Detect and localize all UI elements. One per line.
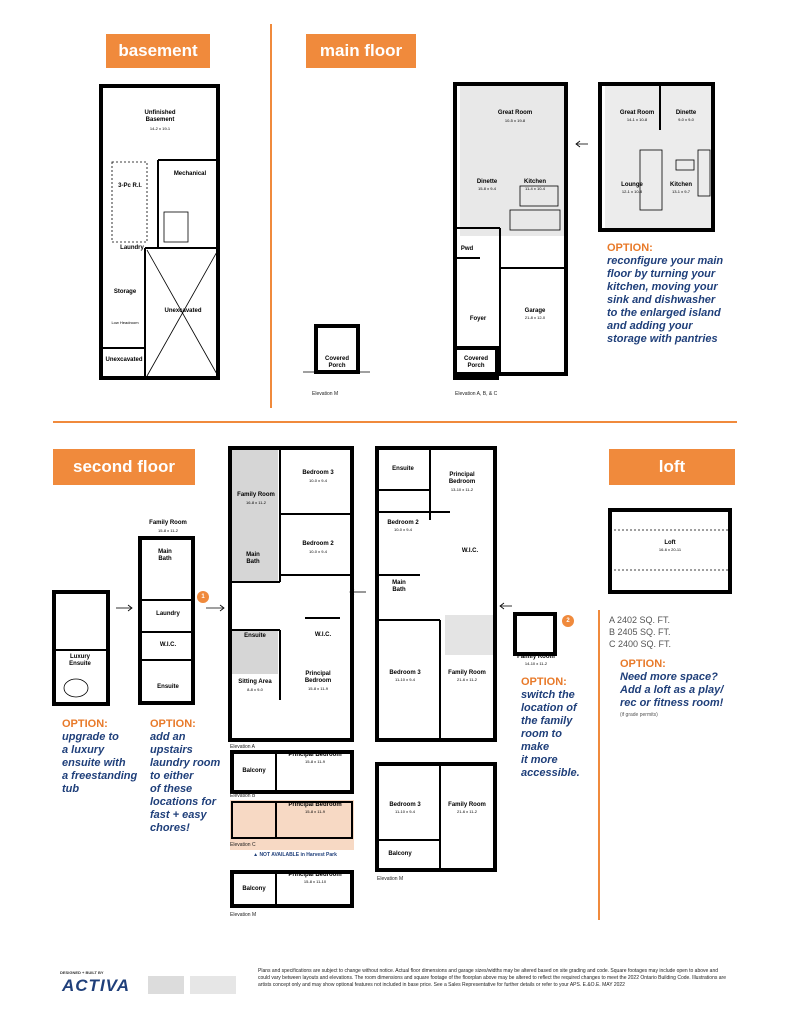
alt-kitchen-label: Kitchen bbox=[669, 182, 692, 188]
right-main-bath-label: Main Bath bbox=[392, 580, 406, 593]
alt-lounge-label: Lounge bbox=[621, 182, 643, 188]
option-loft bbox=[620, 658, 770, 718]
partner-logo-2 bbox=[190, 976, 236, 994]
option-family-head: OPTION: bbox=[521, 676, 567, 688]
option-family-body: switch the location of the family room to make it more accessible. bbox=[521, 689, 580, 779]
family-room-dim: 16-8 x 11-2 bbox=[246, 500, 266, 505]
sqft-a: A 2402 SQ. FT. bbox=[609, 615, 671, 625]
principal-c-dim: 15-8 x 11-9 bbox=[305, 809, 325, 814]
principal-m-label: Principal Bedroom bbox=[288, 872, 342, 878]
main-porch-label: Covered Porch bbox=[463, 356, 488, 369]
main-floor-tag: main floor bbox=[306, 34, 416, 68]
right-bedroom2-dim: 10-0 x 9-4 bbox=[393, 527, 412, 532]
main-foyer-label: Foyer bbox=[469, 316, 487, 322]
basement-low-headroom-label: Low Headroom bbox=[111, 320, 139, 325]
principal-c-label: Principal Bedroom bbox=[288, 802, 342, 808]
principal-dim: 15-8 x 11-9 bbox=[308, 686, 328, 691]
right-m-balcony-label: Balcony bbox=[388, 851, 412, 857]
main-garage-label: Garage bbox=[524, 308, 546, 314]
loft-tag: loft bbox=[609, 449, 735, 485]
main-dinette-label: Dinette bbox=[476, 179, 498, 185]
basement-roughin-label: 3-Pc R.I. bbox=[118, 183, 142, 189]
laundry-label: Laundry bbox=[156, 611, 180, 617]
bedroom2-dim: 10-0 x 9-4 bbox=[308, 549, 327, 554]
designed-by-label: DESIGNED + BUILT BY bbox=[60, 970, 104, 975]
small-family-dim: 14-10 x 11-2 bbox=[524, 661, 548, 666]
main-dinette-dim: 15-8 x 9-4 bbox=[477, 186, 496, 191]
principal-label: Principal Bedroom bbox=[304, 671, 332, 684]
small-family-label: Family Room bbox=[517, 654, 555, 660]
luxury-ensuite-label: Luxury Ensuite bbox=[69, 654, 91, 667]
option-laundry bbox=[150, 718, 230, 835]
right-m-family-dim: 21-6 x 11-2 bbox=[457, 809, 477, 814]
partner-logo-1 bbox=[148, 976, 184, 994]
option-loft-body: Need more space? Add a loft as a play/ rec or fitness room! bbox=[620, 671, 724, 709]
mini-wic-label: W.I.C. bbox=[159, 642, 177, 648]
main-great-room-label: Great Room bbox=[497, 110, 533, 116]
right-ensuite-label: Ensuite bbox=[392, 466, 414, 472]
principal-b-label: Principal Bedroom bbox=[288, 752, 342, 758]
mini-main-bath-label: Main Bath bbox=[158, 549, 172, 562]
not-available-note: ▲ NOT AVAILABLE in Harvest Park bbox=[253, 852, 337, 858]
basement-unexcavated2-label: Unexcavated bbox=[105, 357, 143, 363]
basement-tag: basement bbox=[106, 34, 210, 68]
wic-label: W.I.C. bbox=[314, 632, 332, 638]
option-loft-note: (if grade permits) bbox=[620, 712, 658, 718]
elev-c-label: Elevation C bbox=[230, 842, 256, 848]
right-principal-label: Principal Bedroom bbox=[448, 472, 476, 485]
family-room-label: Family Room bbox=[237, 492, 275, 498]
sitting-area-label: Sitting Area bbox=[238, 679, 272, 685]
option-main-body: reconfigure your main floor by turning your kitchen, moving your sink and dishwasher to the enlarged island and adding your storage with pantries bbox=[607, 255, 724, 345]
principal-m-dim: 15-8 x 11-10 bbox=[303, 879, 327, 884]
right-m-bedroom3-label: Bedroom 3 bbox=[389, 802, 421, 808]
bedroom2-label: Bedroom 2 bbox=[302, 541, 334, 547]
alt-kitchen-dim: 13-1 x 9-7 bbox=[671, 189, 690, 194]
second-floor-tag: second floor bbox=[53, 449, 195, 485]
main-porch-m-label: Covered Porch bbox=[324, 356, 349, 369]
sqft-b: B 2405 SQ. FT. bbox=[609, 627, 671, 637]
main-garage-dim: 21-8 x 12-0 bbox=[524, 315, 546, 320]
activa-logo: ACTIVA bbox=[62, 976, 131, 995]
right-bedroom3-label: Bedroom 3 bbox=[389, 670, 421, 676]
mini-family-label: Family Room bbox=[149, 520, 187, 526]
elev-a-label: Elevation A bbox=[230, 744, 256, 750]
option-main-head: OPTION: bbox=[607, 242, 653, 254]
main-kitchen-label: Kitchen bbox=[523, 179, 546, 185]
basement-unfinished-dim: 14-2 x 19-1 bbox=[149, 126, 171, 131]
alt-great-room-dim: 14-1 x 10-8 bbox=[626, 117, 648, 122]
alt-great-room-label: Great Room bbox=[619, 110, 655, 116]
basement-unfinished-label: Unfinished Basement bbox=[144, 110, 176, 123]
loft-dim: 16-6 x 20-11 bbox=[658, 547, 682, 552]
option-ensuite-body: upgrade to a luxury ensuite with a freestanding tub bbox=[62, 731, 138, 795]
main-great-room-dim: 10-5 x 19-8 bbox=[504, 118, 526, 123]
balcony-b-label: Balcony bbox=[242, 768, 266, 774]
alt-dinette-dim: 9-0 x 9-0 bbox=[678, 117, 694, 122]
marker-2: 2 bbox=[566, 618, 570, 624]
right-m-bedroom3-dim: 11-10 x 9-4 bbox=[395, 809, 415, 814]
elev-b-label: Elevation B bbox=[230, 793, 256, 799]
main-pwd-label: Pwd bbox=[460, 246, 474, 252]
ensuite-label: Ensuite bbox=[244, 633, 266, 639]
right-elev-m-label: Elevation M bbox=[377, 876, 404, 882]
sqft-c: C 2400 SQ. FT. bbox=[609, 639, 672, 649]
basement-storage-label: Storage bbox=[113, 289, 137, 295]
marker-1: 1 bbox=[201, 594, 205, 600]
mini-family-dim: 15-8 x 11-2 bbox=[158, 528, 178, 533]
main-bath-label: Main Bath bbox=[246, 552, 260, 565]
option-family bbox=[521, 676, 591, 780]
basement-unexcavated-label: Unexcavated bbox=[164, 308, 202, 314]
elev-m-label: Elevation M bbox=[230, 912, 257, 918]
option-laundry-head: OPTION: bbox=[150, 718, 196, 730]
balcony-m-label: Balcony bbox=[242, 886, 266, 892]
sitting-area-dim: 8-8 x 9-0 bbox=[247, 687, 263, 692]
right-family-label: Family Room bbox=[448, 670, 486, 676]
option-loft-head: OPTION: bbox=[620, 658, 666, 670]
main-elev-m: Elevation M bbox=[312, 391, 339, 397]
option-laundry-body: add an upstairs laundry room to either of these locations for fast + easy chores! bbox=[150, 731, 221, 834]
alt-dinette-label: Dinette bbox=[675, 110, 697, 116]
main-kitchen-dim: 11-4 x 10-4 bbox=[525, 186, 545, 191]
mini-ensuite-label: Ensuite bbox=[157, 684, 179, 690]
option-ensuite-head: OPTION: bbox=[62, 718, 108, 730]
basement-mechanical-label: Mechanical bbox=[173, 171, 207, 177]
bedroom3-dim: 10-0 x 9-4 bbox=[308, 478, 327, 483]
right-m-family-label: Family Room bbox=[448, 802, 486, 808]
alt-lounge-dim: 12-1 x 10-8 bbox=[621, 189, 643, 194]
option-ensuite bbox=[62, 718, 142, 796]
basement-laundry-label: Laundry bbox=[120, 245, 144, 251]
right-bedroom3-dim: 11-10 x 9-4 bbox=[395, 677, 415, 682]
loft-label: Loft bbox=[664, 540, 676, 546]
right-bedroom2-label: Bedroom 2 bbox=[387, 520, 419, 526]
right-wic-label: W.I.C. bbox=[461, 548, 479, 554]
right-family-dim: 21-6 x 11-2 bbox=[457, 677, 477, 682]
principal-b-dim: 15-8 x 11-9 bbox=[305, 759, 325, 764]
disclaimer: Plans and specifications are subject to change without notice. Actual floor dimensions and garage sizes/widths may be altered based on site grading and code. Square footages may include open to above and could vary between layouts and elevations. The room dimensions and square footage of the floorplan above may be altered to reflect the required changes to meet the 2022 Ontario Building Code. Illustrations are artists concept only and may show optional features not included in base price. See a Sales Representative for further details or refer to your APS. E.&O.E. MAY 2022 bbox=[258, 968, 726, 988]
bedroom3-label: Bedroom 3 bbox=[302, 470, 334, 476]
right-principal-dim: 13-10 x 11-2 bbox=[450, 487, 474, 492]
main-elev-abc: Elevation A, B, & C bbox=[455, 391, 498, 397]
